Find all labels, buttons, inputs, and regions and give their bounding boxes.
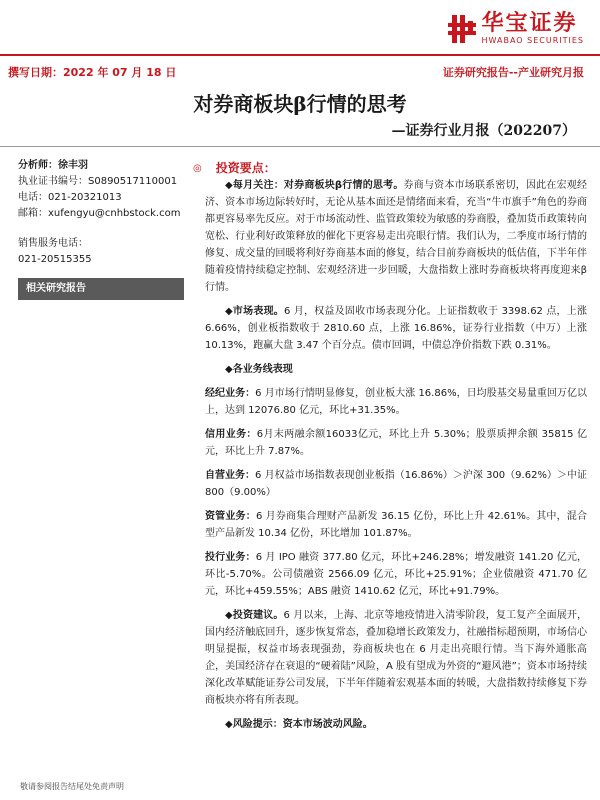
analyst-phone: 电话：021-20321013 — [18, 192, 122, 203]
report-date: 撰写日期：2022 年 07 月 18 日 — [8, 66, 177, 79]
analyst-name: 分析师：徐丰羽 — [18, 160, 88, 171]
header-divider — [0, 54, 600, 56]
paragraph-risk-warning: ◆风险提示：资本市场波动风险。 — [225, 719, 373, 730]
report-subtitle: —证券行业月报（202207） — [391, 123, 576, 139]
paragraph-market-performance: ◆市场表现。6 月，权益及固收市场表现分化。上证指数收于 3398.62 点，上涨 6.66%，创业板指数收于 2810.60 点，上涨 16.86%，证券行业指数（中万）上涨 10.13%，跑赢大盘 3.47 个百分点。债市回调，中债总净价指数下跌 0.31%。 — [205, 306, 587, 351]
report-title: 对券商板块β行情的思考 — [193, 92, 407, 116]
paragraph-asset-management: 资管业务：6 月券商集合理财产品新发 36.15 亿份，环比上升 42.61%。其中，混合型产品新发 10.34 亿份，环比增加 101.87%。 — [205, 511, 587, 539]
related-reports-header: 相关研究报告 — [18, 278, 184, 300]
report-type: 证券研究报告--产业研究月报 — [442, 66, 584, 79]
brand-name-cn: 华宝证券 — [481, 11, 578, 36]
investment-heading — [193, 160, 587, 177]
paragraph-business-lines: ◆各业务线表现 — [225, 364, 293, 375]
paragraph-monthly-focus: ◆每月关注：对券商板块β行情的思考。券商与资本市场联系密切，因此在宏观经济、资本市场边际转好时，无论从基本面还是情绪面来看，充当“牛市旗手”角色的券商都更容易率先反应。对于市场流动性、监管政策较为敏感的券商股，叠加货币政策转向宽松、行业利好政策释放的催化下更容易走出亮眼行情。我们认为，二季度市场行情的修复、成交量的回暖将利好券商基本面的修复，结合目前券商板块的低估值，下半年伴随着疫情持续稳定控制、宏观经济进一步回暖，大盘指数上涨时券商板块将再度迎来β行情。 — [205, 180, 587, 293]
disclaimer-footer: 敬请参阅报告结尾处免责声明 — [20, 782, 124, 791]
paragraph-proprietary: 自营业务：6 月权益市场指数表现创业板指（16.86%）＞沪深 300（9.62%）＞中证 800（9.00%） — [205, 470, 587, 498]
analyst-sidebar — [18, 158, 188, 300]
sales-phone: 021-20515355 — [18, 254, 92, 265]
investment-summary — [193, 160, 588, 740]
paragraph-investment-banking: 投行业务：6 月 IPO 融资 377.80 亿元，环比+246.28%；增发融资 141.20 亿元，环比-5.70%。公司债融资 2566.09 亿元，环比+25.91%；企业债融资 471.70 亿元，环比+459.55%；ABS 融资 1410.62 亿元，环比+91.79%。 — [205, 552, 587, 597]
paragraph-investment-advice: ◆投资建议。6 月以来，上海、北京等地疫情进入清零阶段，复工复产全面展开，国内经济触底回升，逐步恢复常态，叠加稳增长政策发力，社融指标超预期，市场信心明显提振，权益市场表现强劲，券商板块也在 6 月走出亮眼行情。当下海外通胀高企，美国经济存在衰退的“硬着陆”风险，A 股有望成为外资的“避风港”；资本市场持续深化改革赋能证券公司发展，下半年伴随着宏观基本面的转暖，大盘指数持续修复下券商板块亦将有所表现。 — [205, 610, 587, 706]
investment-heading-text: 投资要点： — [215, 161, 276, 175]
hwabao-logo-icon — [448, 13, 476, 45]
license-number: 执业证书编号：S0890517110001 — [18, 176, 178, 187]
header-info — [8, 64, 584, 80]
brand-name-en: HWABAO SECURITIES — [481, 36, 584, 45]
sales-label: 销售服务电话： — [18, 238, 88, 249]
paragraph-brokerage: 经纪业务：6 月市场行情明显修复，创业板大涨 16.86%，日均股基交易量重回万亿以上，达到 12076.80 亿元，环比+31.35%。 — [205, 388, 587, 416]
bullseye-icon: ◎ — [193, 163, 202, 174]
title-divider — [0, 146, 600, 147]
paragraph-credit: 信用业务：6月末两融余额16033亿元，环比上升 5.30%；股票质押余额 35815 亿元，环比上升 7.87%。 — [205, 429, 588, 457]
brand-logo — [448, 12, 585, 46]
analyst-email: 邮箱：xufengyu@cnhbstock.com — [18, 208, 181, 219]
